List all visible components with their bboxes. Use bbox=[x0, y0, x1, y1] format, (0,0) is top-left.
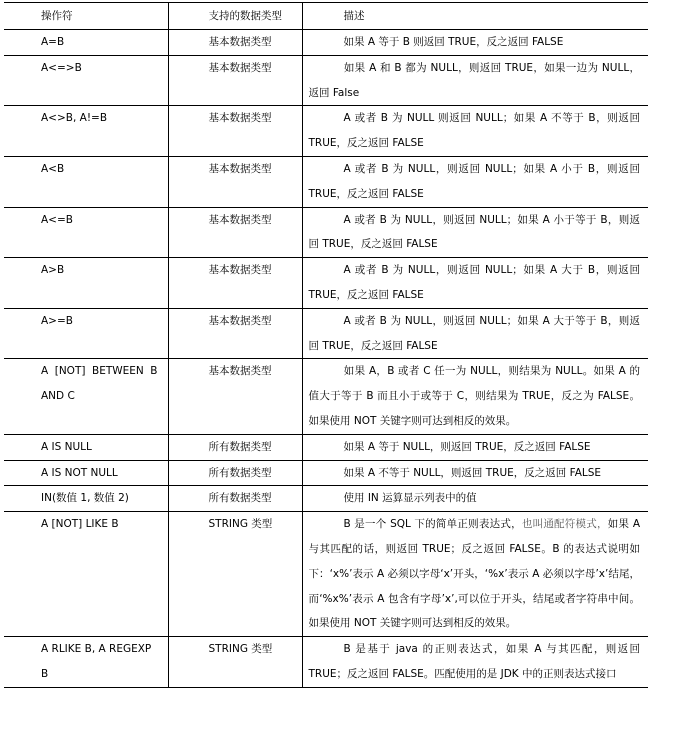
table-row bbox=[4, 30, 648, 56]
header-operator: 操作符 bbox=[4, 3, 168, 30]
table-header-row bbox=[4, 3, 648, 30]
operator-text: A [NOT] BETWEEN B AND C bbox=[41, 365, 158, 403]
operator-cell: A>=B bbox=[4, 308, 168, 359]
description-text: A 或者 B 为 NULL，则返回 NULL；如果 A 大于等于 B，则返回 TRUE，反之返回 FALSE bbox=[308, 314, 640, 352]
description-cell bbox=[302, 156, 648, 207]
operator-cell: A RLIKE B, A REGEXP B bbox=[4, 637, 168, 688]
description-text: A 或者 B 为 NULL，则返回 NULL；如果 A 小于 B，则返回 TRUE，反之返回 FALSE bbox=[308, 162, 640, 200]
operator-cell: A=B bbox=[4, 30, 168, 56]
data-type-cell: 基本数据类型 bbox=[168, 55, 302, 106]
description-text: B 是一个 SQL 下的简单正则表达式， bbox=[343, 518, 522, 531]
data-type-cell: 基本数据类型 bbox=[168, 106, 302, 157]
table-row bbox=[4, 460, 648, 486]
header-description-text: 描述 bbox=[343, 10, 365, 22]
operator-cell: A<>B, A!=B bbox=[4, 106, 168, 157]
operator-cell: A<=B bbox=[4, 207, 168, 258]
description-cell bbox=[302, 434, 648, 460]
table-row bbox=[4, 637, 648, 688]
data-type-cell: 所有数据类型 bbox=[168, 434, 302, 460]
data-type-cell: STRING 类型 bbox=[168, 637, 302, 688]
description-text: 如果 A 不等于 NULL，则返回 TRUE，反之返回 FALSE bbox=[343, 466, 602, 479]
operator-cell: A<=>B bbox=[4, 55, 168, 106]
data-type-cell: 基本数据类型 bbox=[168, 258, 302, 309]
operator-cell: A [NOT] LIKE B bbox=[4, 512, 168, 637]
description-cell bbox=[302, 258, 648, 309]
description-text: A 或者 B 为 NULL，则返回 NULL；如果 A 大于 B，则返回 TRUE，反之返回 FALSE bbox=[308, 264, 640, 301]
header-data-type: 支持的数据类型 bbox=[168, 3, 302, 30]
data-type-cell: 所有数据类型 bbox=[168, 460, 302, 486]
description-cell bbox=[302, 106, 648, 157]
description-cell bbox=[302, 207, 648, 258]
description-text: A 或者 B 为 NULL 则返回 NULL；如果 A 不等于 B，则返回 TRUE，反之返回 FALSE bbox=[308, 112, 640, 150]
description-cell bbox=[302, 359, 648, 434]
description-cell bbox=[302, 637, 648, 688]
description-text: 如果 A，B 或者 C 任一为 NULL，则结果为 NULL。如果 A 的值大于等于 B 而且小于或等于 C，则结果为 TRUE，反之为 FALSE。如果使用 NOT 关键字则可达到相反的效果。 bbox=[308, 365, 640, 427]
operator-cell: IN(数值 1, 数值 2) bbox=[4, 486, 168, 512]
description-cell bbox=[302, 30, 648, 56]
data-type-cell: STRING 类型 bbox=[168, 512, 302, 637]
data-type-cell: 所有数据类型 bbox=[168, 486, 302, 512]
table-row bbox=[4, 486, 648, 512]
description-text: 如果 A 等于 B 则返回 TRUE，反之返回 FALSE bbox=[343, 36, 564, 48]
description-text-muted: 也叫通配符模式， bbox=[521, 518, 608, 531]
operator-cell: A>B bbox=[4, 258, 168, 309]
table-row bbox=[4, 308, 648, 359]
description-cell bbox=[302, 512, 648, 637]
description-text: A 或者 B 为 NULL，则返回 NULL；如果 A 小于等于 B，则返回 TRUE，反之返回 FALSE bbox=[308, 213, 640, 251]
description-cell bbox=[302, 486, 648, 512]
description-text: 如果 A 等于 NULL，则返回 TRUE，反之返回 FALSE bbox=[343, 440, 591, 453]
header-description bbox=[302, 3, 648, 30]
data-type-cell: 基本数据类型 bbox=[168, 308, 302, 359]
description-text: 如果 A 与其匹配的话，则返回 TRUE；反之返回 FALSE。B 的表达式说明如下：‘x%’表示 A 必须以字母‘x’开头，‘%x’表示 A 必须以字母’x’结尾，而‘%x%’表示 A 包含有字母’x’,可以位于开头，结尾或者字符串中间。如果使用 NOT 关键字则可达到相反的效果。 bbox=[308, 518, 641, 630]
table-row bbox=[4, 106, 648, 157]
description-cell bbox=[302, 55, 648, 106]
operator-cell: A IS NULL bbox=[4, 434, 168, 460]
description-text: 如果 A 和 B 都为 NULL，则返回 TRUE，如果一边为 NULL，返回 False bbox=[308, 61, 640, 99]
data-type-cell: 基本数据类型 bbox=[168, 207, 302, 258]
table-row bbox=[4, 207, 648, 258]
operator-table bbox=[4, 2, 648, 688]
description-text: 使用 IN 运算显示列表中的值 bbox=[343, 492, 477, 505]
table-row bbox=[4, 359, 648, 434]
table-row bbox=[4, 156, 648, 207]
description-cell bbox=[302, 308, 648, 359]
description-text: B 是基于 java 的正则表达式，如果 A 与其匹配，则返回 TRUE；反之返回 FALSE。匹配使用的是 JDK 中的正则表达式接口 bbox=[308, 643, 640, 680]
data-type-cell: 基本数据类型 bbox=[168, 359, 302, 434]
description-cell bbox=[302, 460, 648, 486]
table-row bbox=[4, 434, 648, 460]
operator-cell: A IS NOT NULL bbox=[4, 460, 168, 486]
table-row bbox=[4, 258, 648, 309]
operator-cell bbox=[4, 359, 168, 434]
table-row bbox=[4, 55, 648, 106]
data-type-cell: 基本数据类型 bbox=[168, 30, 302, 56]
table-row bbox=[4, 512, 648, 637]
data-type-cell: 基本数据类型 bbox=[168, 156, 302, 207]
operator-cell: A<B bbox=[4, 156, 168, 207]
